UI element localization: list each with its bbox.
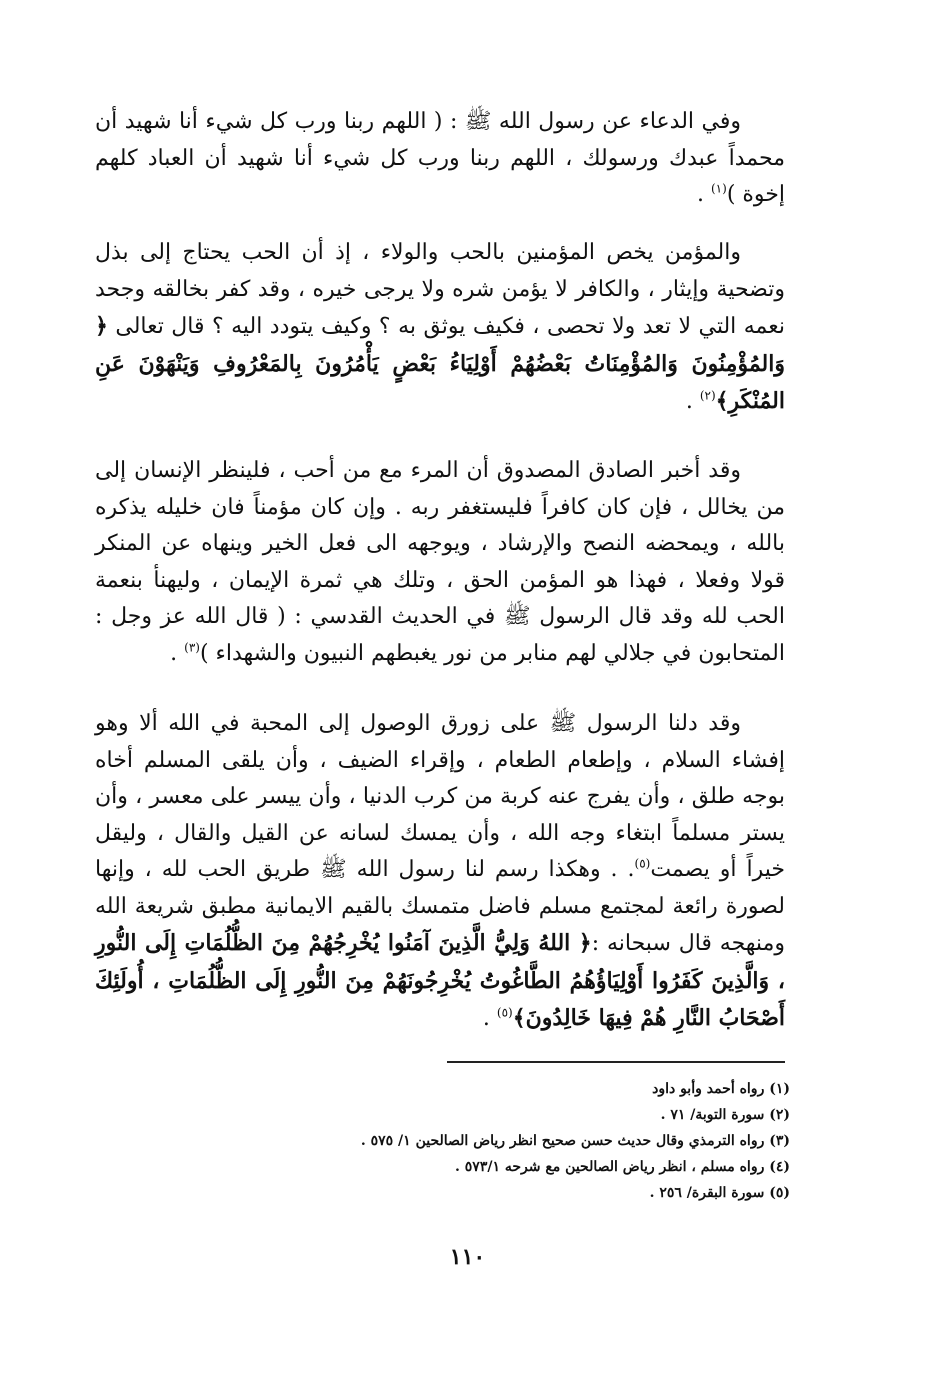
quran-verse-2: ﴿ اللهُ وَلِيُّ الَّذِينَ آمَنُوا يُخْرِجُهُمْ مِنَ الظُّلُمَاتِ إِلَى النُّورِ ، وَالَّذِينَ كَفَرُوا أَوْلِيَاؤُهُمُ الطَّاغُوتُ يُخْرِجُونَهُمْ مِنَ النُّورِ إِلَى الظُّلُمَاتِ ، أُولَئِكَ أَصْحَابُ النَّارِ هُمْ فِيهَا خَالِدُونَ﴾	[95, 930, 785, 1031]
footnote-ref-2[interactable]: (٢)	[699, 388, 716, 403]
paragraph-2	[95, 235, 785, 421]
footnote-3: (٣) رواه الترمذي وقال حديث حسن صحيح انظر رياض الصالحين ١/ ٥٧٥ .	[360, 1133, 790, 1149]
footnote-ref-4[interactable]: (٥)	[634, 856, 651, 871]
footnote-ref-5[interactable]: (٥)	[496, 1005, 513, 1020]
paragraph-4-text: وقد دلنا الرسول ﷺ على زورق الوصول إلى المحبة في الله ألا وهو إفشاء السلام ، وإطعام الطعام ، وإقراء الضيف ، وأن يلقى المسلم أخاه بوجه طلق ، وأن يفرج عنه كربة من كرب الدنيا ، وأن ييسر على معسر ، وأن يستر مسلماً ابتغاء وجه الله ، وأن يمسك لسانه عن القيل والقال ، وليقل خيراً أو يصمت	[95, 711, 785, 882]
paragraph-2-text: والمؤمن يخص المؤمنين بالحب والولاء ، إذ أن الحب يحتاج إلى بذل وتضحية وإيثار ، والكافر لا يؤمن شره ولا يرجى خيره ، وقد كفر بخالقه وجحد نعمه التي لا تعد ولا تحصى ، فكيف يوثق به ؟ وكيف يتودد اليه ؟ قال تعالى	[95, 240, 786, 339]
footnote-1: (١) رواه أحمد وأبو داود	[652, 1081, 790, 1097]
paragraph-1-text: وفي الدعاء عن رسول الله ﷺ : ( اللهم ربنا ورب كل شيء أنا شهيد أن محمداً عبدك ورسولك ، اللهم ربنا ورب كل شيء أنا شهيد أن العباد كلهم إخوة )	[95, 109, 785, 207]
footnote-2: (٢) سورة التوبة/ ٧١ .	[660, 1107, 790, 1123]
paragraph-4-mid: . . وهكذا رسم لنا رسول الله ﷺ طريق الحب لله ، وإنها لصورة رائعة لمجتمع مسلم فاضل متمسك بالقيم الايمانية مطبق شريعة الله ومنهجه قال سبحانه :	[95, 857, 785, 956]
paragraph-1-end: .	[696, 182, 711, 207]
footnote-ref-3[interactable]: (٣)	[184, 640, 200, 655]
paragraph-3-text: وقد أخبر الصادق المصدوق أن المرء مع من أحب ، فلينظر الإنسان إلى من يخالل ، فإن كان كافراً فليستغفر ربه . وإن كان مؤمناً فان خليله يذكره بالله ، ويمحضه النصح والإرشاد ، ويوجهه الى فعل الخير وينهاه عن المنكر قولا وفعلا ، فهذا هو المؤمن الحق ، وتلك هي ثمرة الإيمان ، وليهنأ بنعمة الحب لله وقد قال الرسول ﷺ في الحديث القدسي : ( قال الله عز وجل : المتحابون في جلالي لهم منابر من نور يغبطهم النبيون والشهداء )	[95, 458, 785, 666]
paragraph-1	[95, 104, 785, 214]
footnote-ref-1[interactable]: (١)	[710, 181, 727, 196]
paragraph-3-end: .	[170, 640, 185, 666]
footnote-divider	[447, 1061, 785, 1063]
page-number: ١١٠	[449, 1244, 486, 1270]
paragraph-4-end: .	[482, 1006, 497, 1031]
quran-verse-1: ﴿ وَالمُؤْمِنُونَ وَالمُؤْمِنَاتُ بَعْضُهُمْ أَوْلِيَاءُ بَعْضٍ يَأْمُرُونَ بِالمَعْرُوفِ وَيَنْهَوْنَ عَنِ المُنْكَرِ﴾	[95, 313, 785, 414]
paragraph-2-end: .	[685, 389, 700, 414]
paragraph-4	[95, 706, 785, 1038]
footnote-5: (٥) سورة البقرة/ ٢٥٦ .	[649, 1185, 790, 1201]
footnote-4: (٤) رواه مسلم ، انظر رياض الصالحين مع شرحه ٥٧٣/١ .	[455, 1159, 790, 1175]
paragraph-3	[95, 453, 785, 672]
footnotes-list	[290, 1076, 790, 1206]
